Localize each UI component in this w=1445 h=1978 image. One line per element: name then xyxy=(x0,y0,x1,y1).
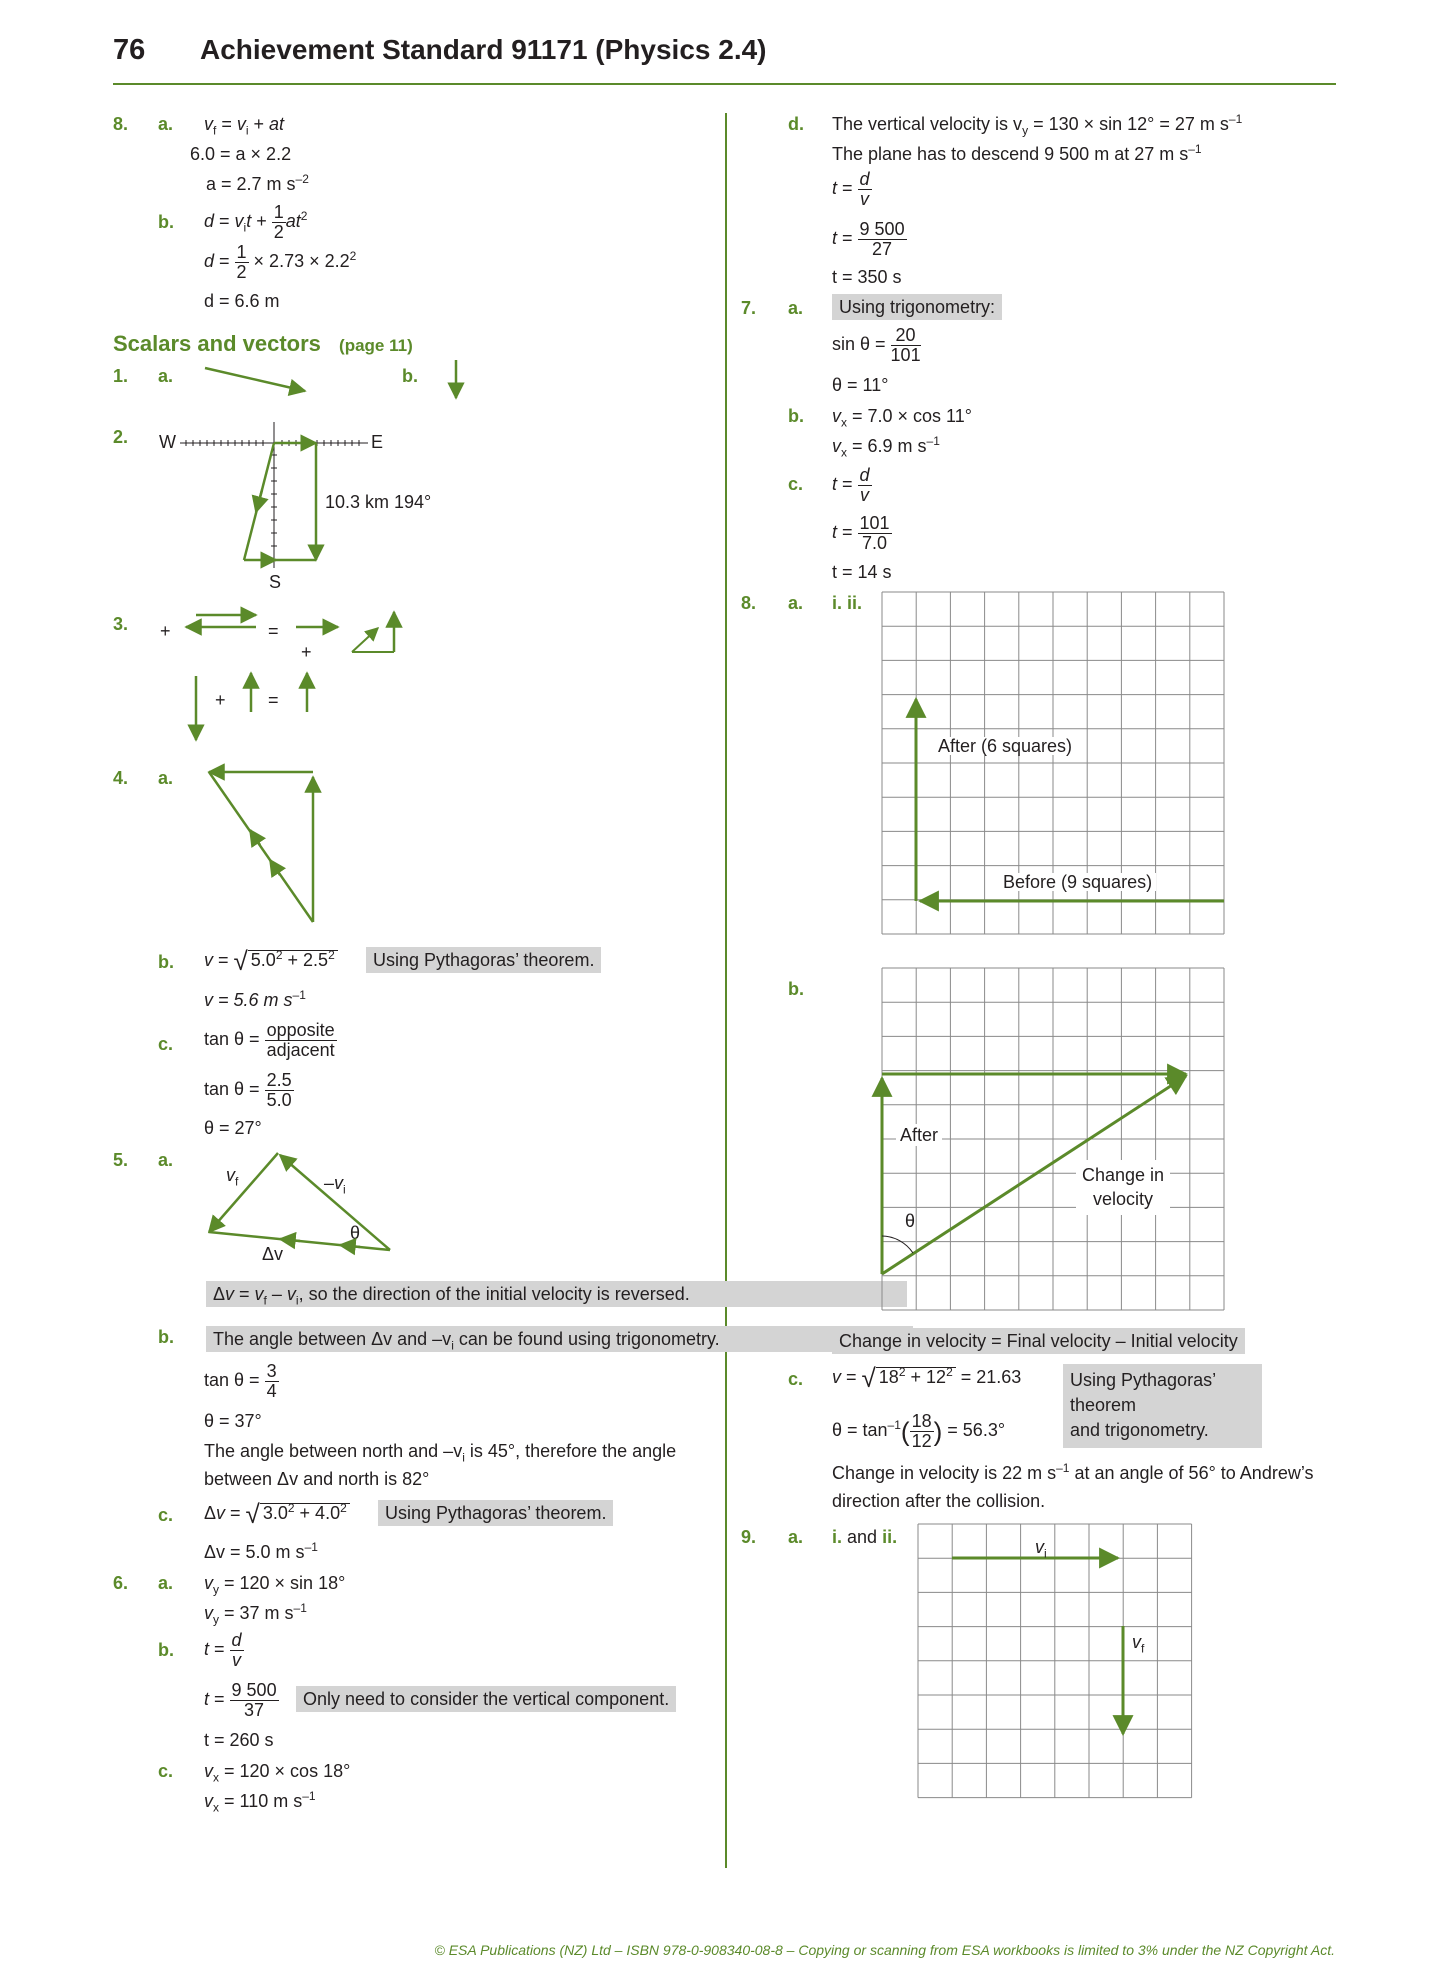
q8b-after-label: After xyxy=(896,1124,942,1146)
q7a-line2: sin θ = $\frac{20}{101}$ xyxy=(832,325,921,365)
q5a-label: a. xyxy=(158,1150,174,1170)
q7b-line1: $v_x = 7.0 \times \cos 11^\circ$ xyxy=(832,406,972,430)
q3-plus-1: + xyxy=(160,621,171,641)
q7-number: 7. xyxy=(741,298,757,318)
q8b-note: Change in velocity = Final velocity – Initial velocity xyxy=(832,1328,1245,1354)
q5-number: 5. xyxy=(113,1150,129,1170)
q6b-line3: t = 260 s xyxy=(204,1730,274,1750)
q8r-number: 8. xyxy=(741,593,757,613)
q6d-line3: t = $\frac{d}{v}$ xyxy=(832,169,870,209)
q9-number: 9. xyxy=(741,1527,757,1547)
q8c-line2: $\theta = \tan^{-1}$( $\frac{18}{12}$ ) = 56.3° xyxy=(832,1411,1006,1451)
compass-east: E xyxy=(371,432,384,452)
q5b-line2: θ = 37° xyxy=(204,1411,262,1431)
q5-dv-label: Δv xyxy=(262,1244,284,1264)
footer-copyright: © ESA Publications (NZ) Ltd – ISBN 978-0-908340-08-8 – Copying or scanning from ESA workbooks is limited to 3% under the NZ Copyright Act. xyxy=(434,1942,1335,1958)
q4c-line3: θ = 27° xyxy=(204,1118,262,1138)
q7a-note: Using trigonometry: xyxy=(832,294,1002,320)
q8c-note: Using Pythagoras’ theorem and trigonometry. xyxy=(1063,1364,1262,1448)
q5b-line3: The angle between north and $-v_i$ is 45°, therefore the angle xyxy=(204,1441,677,1465)
q9-grid xyxy=(918,1524,1193,1799)
q8a-after-label: After (6 squares) xyxy=(934,737,1076,755)
compass-south: S xyxy=(269,572,282,592)
q8b-line2: d = $\frac{1}{2}$ × $2.73 \times 2.2^2$ xyxy=(204,242,357,282)
q8b-label: b. xyxy=(158,212,174,232)
q8b-line1: $d = v_it$ + $\frac{1}{2}$ $at^2$ xyxy=(204,202,308,242)
q9a-label: a. xyxy=(788,1527,804,1547)
q3-plus-3: + xyxy=(215,690,226,710)
q8c-line4: direction after the collision. xyxy=(832,1491,1046,1511)
q5b-label: b. xyxy=(158,1327,174,1347)
q7a-label: a. xyxy=(788,298,804,318)
q4c-label: c. xyxy=(158,1034,174,1054)
q6-number: 6. xyxy=(113,1573,129,1593)
q6a-label: a. xyxy=(158,1573,174,1593)
q5b-line4: between Δv and north is 82° xyxy=(204,1469,430,1489)
q4b-note: Using Pythagoras’ theorem. xyxy=(366,947,601,973)
q6c-line1: $v_x = 120 \times \cos 18^\circ$ xyxy=(204,1761,351,1785)
q6c-label: c. xyxy=(158,1761,174,1781)
q8b-line3: d = 6.6 m xyxy=(204,291,280,311)
q4-number: 4. xyxy=(113,768,129,788)
q5b-line1: tan θ = $\frac{3}{4}$ xyxy=(204,1361,277,1401)
q6b-note: Only need to consider the vertical component. xyxy=(296,1686,676,1712)
q4c-line1: tan θ = $\frac{\text{opposite}}{\text{adjacent}}$ xyxy=(204,1020,335,1060)
page-title: Achievement Standard 91171 (Physics 2.4) xyxy=(200,34,767,65)
q6d-line2: The plane has to descend 9 500 m at 27 m $s^{-1}$ xyxy=(832,142,1202,164)
q8r-a-label: a. xyxy=(788,593,804,613)
q7c-line1: t = $\frac{d}{v}$ xyxy=(832,465,870,505)
q3-equals-2: = xyxy=(268,690,279,710)
q6c-line2: $v_x = 110$ m $s^{-1}$ xyxy=(204,1789,316,1815)
q6a-line2: $v_y = 37$ m $s^{-1}$ xyxy=(204,1601,307,1627)
q8a-line3: a = 2.7 m $s^{-2}$ xyxy=(206,172,309,194)
q5a-note: $\Delta v = v_f - v_i$, so the direction of the initial velocity is reversed. xyxy=(206,1281,907,1307)
q8r-a-parts: i. ii. xyxy=(832,593,863,613)
q2-result: 10.3 km 194° xyxy=(325,492,432,512)
q6d-label: d. xyxy=(788,114,804,134)
q5-mvi-label: $-v_i$ xyxy=(324,1173,346,1197)
q5c-line2: Δv = 5.0 m $s^{-1}$ xyxy=(204,1540,318,1562)
q7c-label: c. xyxy=(788,474,804,494)
q9a-parts: i. and ii. xyxy=(832,1527,898,1547)
q3-plus-2: + xyxy=(301,642,312,662)
q8c-line3: Change in velocity is 22 m $s^{-1}$ at an angle of 56° to Andrew’s xyxy=(832,1461,1314,1483)
q7b-label: b. xyxy=(788,406,804,426)
compass-west: W xyxy=(159,432,176,452)
q8a-line2: 6.0 = a × 2.2 xyxy=(190,144,292,164)
q4c-line2: tan θ = $\frac{2.5}{5.0}$ xyxy=(204,1070,292,1110)
q4b-label: b. xyxy=(158,952,174,972)
q8b-theta: θ xyxy=(905,1211,916,1231)
q6b-line1: t = $\frac{d}{v}$ xyxy=(204,1630,242,1670)
q5b-note: The angle between Δv and $-v_i$ can be found using trigonometry. xyxy=(206,1326,913,1352)
q3-equals-1: = xyxy=(268,621,279,641)
q7c-line3: t = 14 s xyxy=(832,562,892,582)
q4a-label: a. xyxy=(158,768,174,788)
q9-vi-label: $v_i$ xyxy=(1035,1537,1047,1561)
q6b-label: b. xyxy=(158,1640,174,1660)
q2-number: 2. xyxy=(113,427,129,447)
q6d-line5: t = 350 s xyxy=(832,267,902,287)
q5c-line1: Δv = √ $3.0^2 + 4.0^2$ xyxy=(204,1501,350,1527)
q5c-note: Using Pythagoras’ theorem. xyxy=(378,1500,613,1526)
q1-number: 1. xyxy=(113,366,129,386)
q6d-line4: t = $\frac{9 500}{27}$ xyxy=(832,219,905,259)
q1a-label: a. xyxy=(158,366,174,386)
q6d-line1: The vertical velocity is $v_y = 130 \times \sin 12^\circ = 27$ m $s^{-1}$ xyxy=(832,112,1243,138)
q1b-label: b. xyxy=(402,366,418,386)
q8a-before-label: Before (9 squares) xyxy=(999,873,1156,891)
q8a-line1: $v_f = v_i$ + at xyxy=(204,114,285,138)
q8c-line1: v = √ $18^2 + 12^2 = 21.63$ xyxy=(832,1363,1022,1393)
q6a-line1: $v_y = 120 \times \sin 18^\circ$ xyxy=(204,1573,346,1597)
q7c-line2: t = $\frac{101}{7.0}$ xyxy=(832,513,890,553)
q5-vf-label: $v_f$ xyxy=(226,1165,239,1189)
q8r-b-label: b. xyxy=(788,979,804,999)
q8c-label: c. xyxy=(788,1369,804,1389)
q7a-line3: θ = 11° xyxy=(832,375,889,395)
q4b-line2: v = 5.6 m $s^{-1}$ xyxy=(204,988,306,1010)
q8-number: 8. xyxy=(113,114,129,134)
q5c-label: c. xyxy=(158,1505,174,1525)
q3-number: 3. xyxy=(113,614,129,634)
q9-vf-label: $v_f$ xyxy=(1132,1632,1145,1656)
q4b-line1: v = √ $5.0^2 + 2.5^2$ xyxy=(204,948,338,974)
q5-theta: θ xyxy=(350,1223,361,1243)
q6b-line2: t = $\frac{9 500}{37}$ xyxy=(204,1680,277,1720)
page-number: 76 xyxy=(113,34,146,66)
q7b-line2: $v_x = 6.9$ m $s^{-1}$ xyxy=(832,434,940,460)
q8a-label: a. xyxy=(158,114,174,134)
q8b-change-label: Change in velocity xyxy=(1076,1160,1170,1215)
section-heading: Scalars and vectors (page 11) xyxy=(113,331,413,356)
